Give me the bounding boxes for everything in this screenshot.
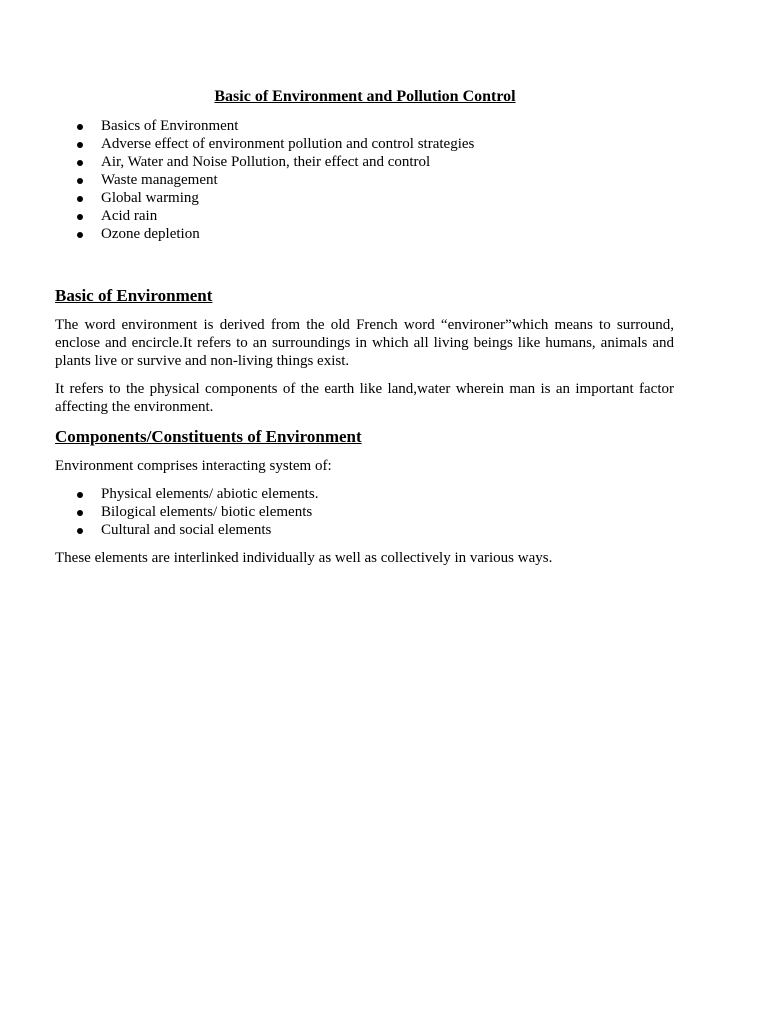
bullet-icon: [77, 196, 83, 202]
list-item-text: Air, Water and Noise Pollution, their effect and control: [101, 154, 431, 170]
list-item-text: Global warming: [101, 190, 199, 206]
document-title: Basic of Environment and Pollution Control: [214, 88, 516, 105]
bullet-icon: [77, 492, 83, 498]
list-item-text: Cultural and social elements: [101, 522, 272, 538]
bullet-icon: [77, 214, 83, 220]
bullet-icon: [77, 510, 83, 516]
paragraph-physical-components: It refers to the physical components of the earth like land,water wherein man is an important factor affecting the environment.: [55, 381, 674, 415]
section-heading-components: Components/Constituents of Environment: [55, 427, 362, 446]
list-item-text: Bilogical elements/ biotic elements: [101, 504, 313, 520]
list-item-text: Physical elements/ abiotic elements.: [101, 486, 319, 502]
bullet-icon: [77, 232, 83, 238]
bullet-icon: [77, 160, 83, 166]
bullet-icon: [77, 528, 83, 534]
bullet-icon: [77, 142, 83, 148]
list-item-text: Acid rain: [101, 208, 158, 224]
paragraph-definition: The word environment is derived from the old French word “environer”which means to surround, enclose and encircle.It refers to an surroundings in which all living beings like humans, animals and plants live or survive and non-living things exist.: [55, 317, 674, 369]
paragraph-closing: These elements are interlinked individually as well as collectively in various ways.: [55, 550, 553, 566]
bullet-icon: [77, 124, 83, 130]
bullet-icon: [77, 178, 83, 184]
list-item-text: Adverse effect of environment pollution and control strategies: [101, 136, 475, 152]
section-heading-basic: Basic of Environment: [55, 286, 213, 305]
list-item-text: Basics of Environment: [101, 118, 239, 134]
list-item-text: Ozone depletion: [101, 226, 200, 242]
list-item-text: Waste management: [101, 172, 218, 188]
paragraph-components-intro: Environment comprises interacting system of:: [55, 458, 332, 474]
